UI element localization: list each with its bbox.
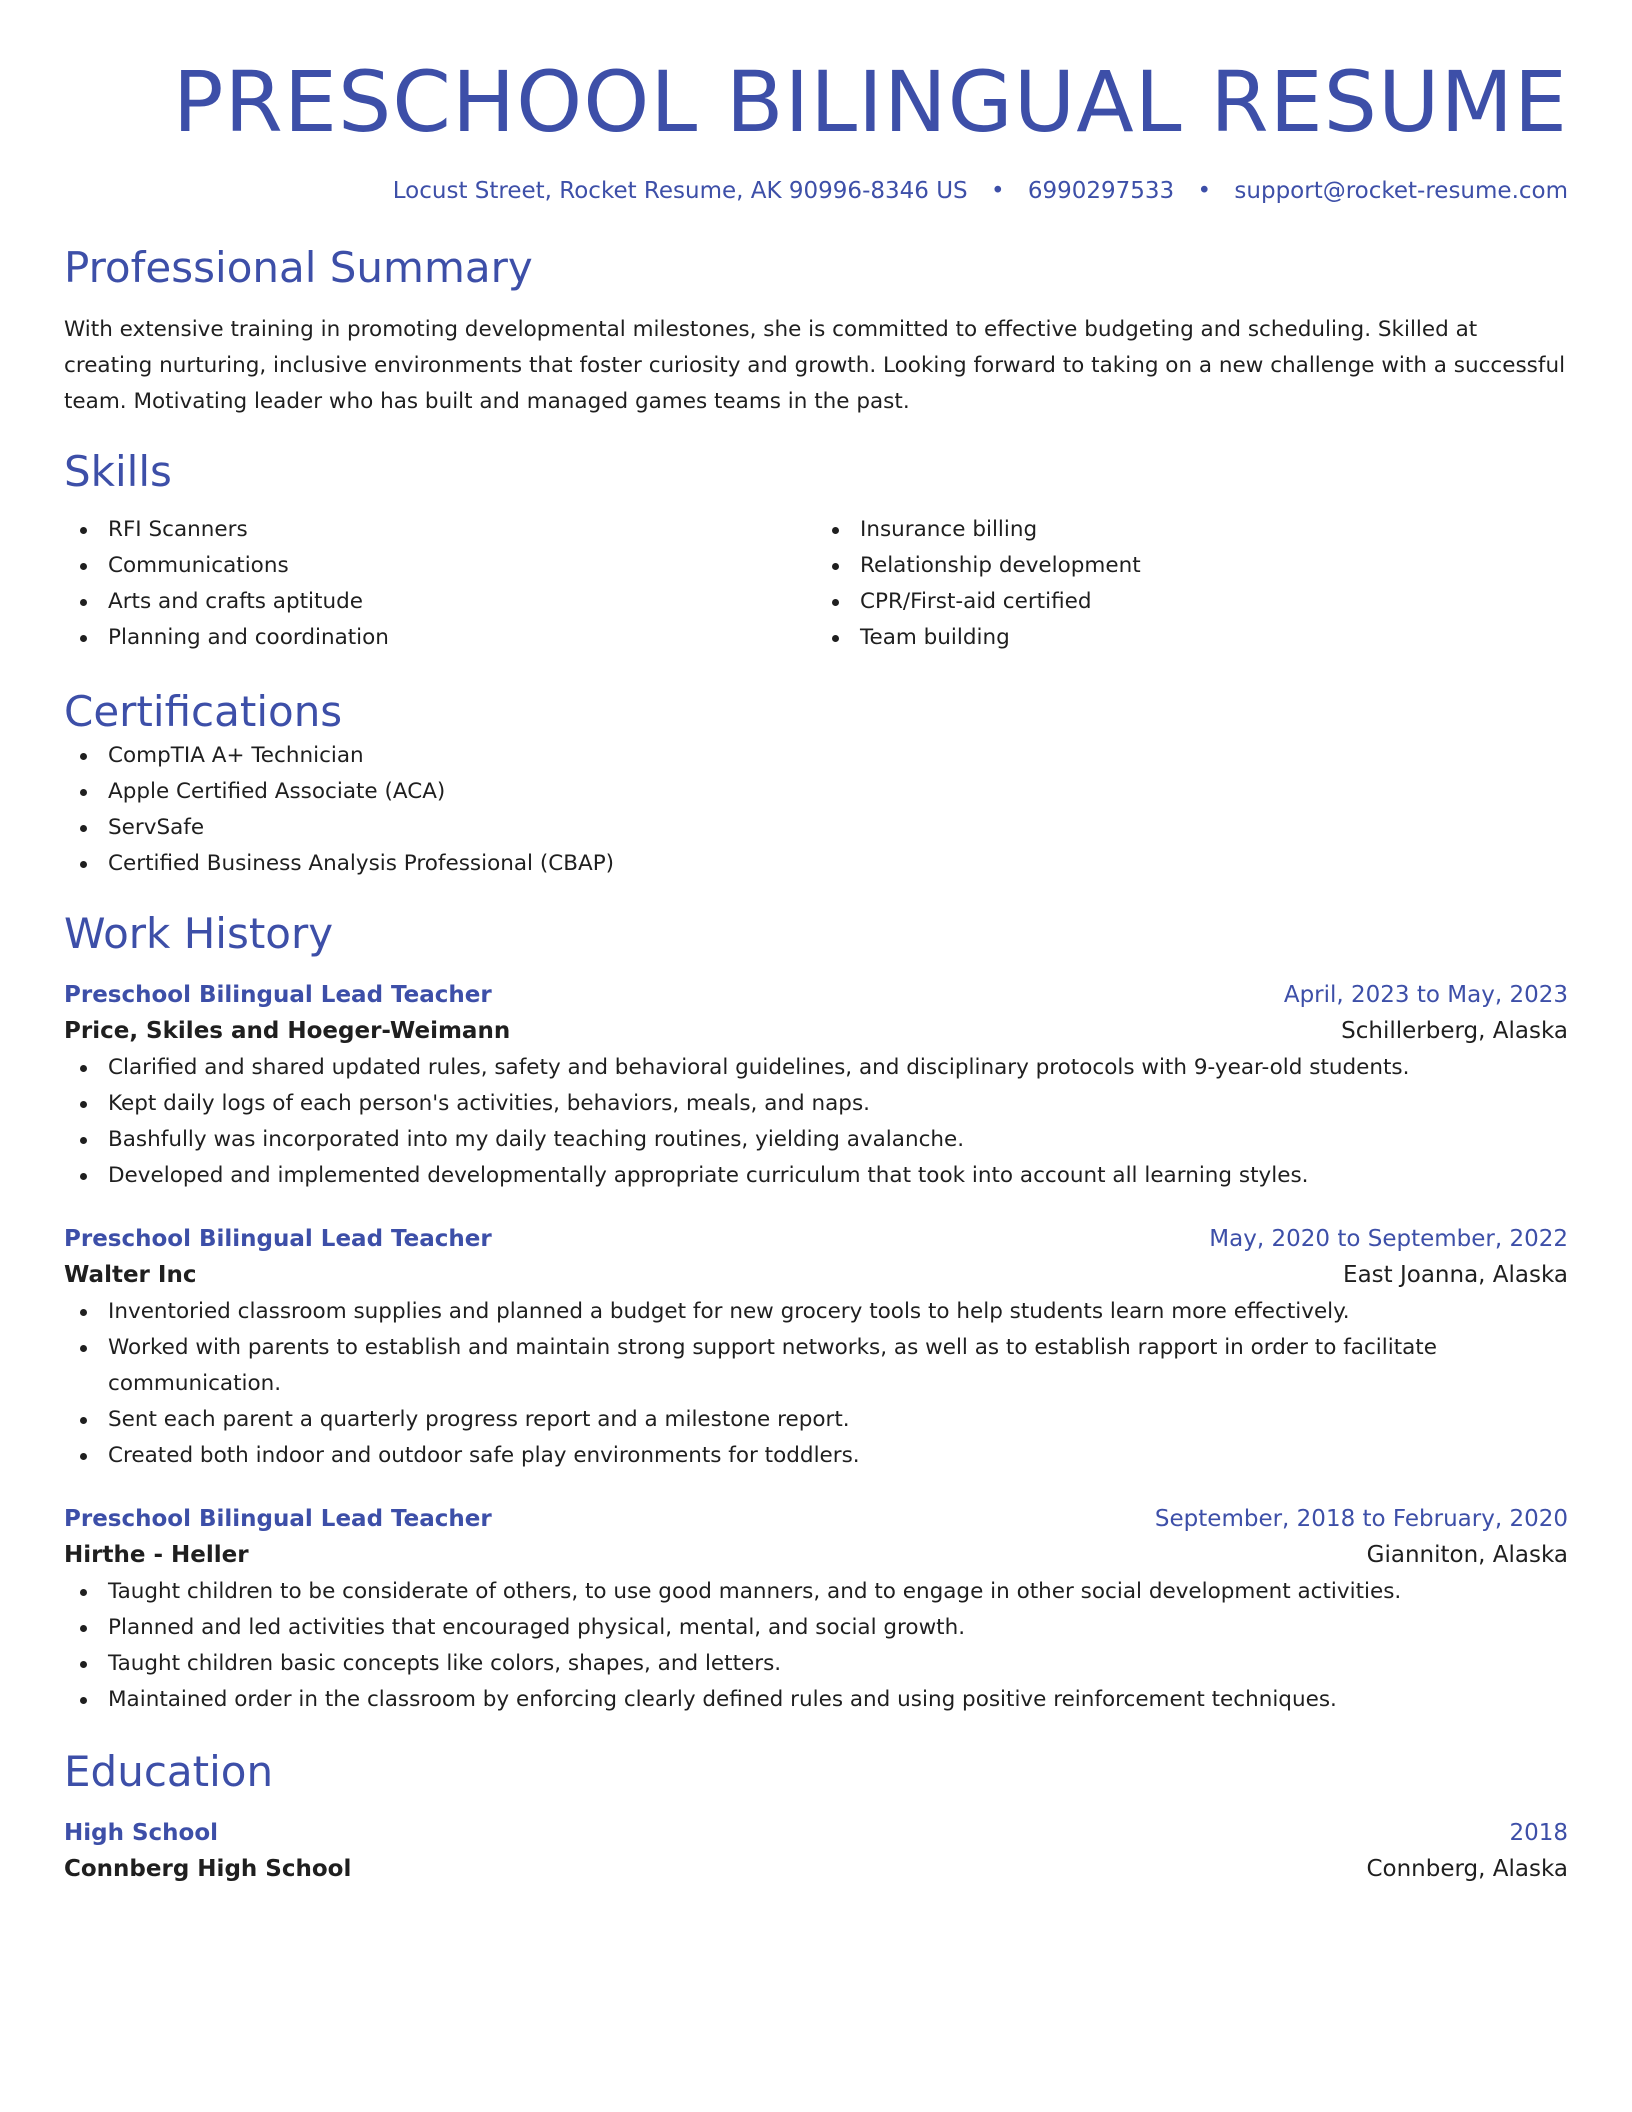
work-history-heading: Work History [64,909,334,958]
job-dates: May, 2020 to September, 2022 [1209,1226,1568,1252]
job-entry [64,1222,1568,1474]
contact-separator: • [990,178,1005,204]
job-location: Schillerberg, Alaska [1341,1018,1568,1044]
skills-heading: Skills [64,447,172,496]
job-title-row [64,1502,1568,1536]
job-employer: Hirthe - Heller [64,1542,249,1568]
job-entry [64,1502,1568,1718]
resume-name: PRESCHOOL BILINGUAL RESUME [172,53,1568,151]
skill-item: CPR/First-aid certified [816,584,1568,620]
certifications-heading: Certifications [64,687,343,736]
certification-item: ServSafe [64,810,1568,846]
skill-item: Insurance billing [816,512,1568,548]
job-bullets [64,1050,1568,1194]
contact-phone: 6990297533 [1027,178,1175,204]
job-entry [64,978,1568,1194]
summary-heading: Professional Summary [64,243,533,292]
job-bullet: Sent each parent a quarterly progress report and a milestone report. [64,1402,1568,1438]
certification-item: Apple Certified Associate (ACA) [64,774,1568,810]
job-employer-row [64,1012,1568,1050]
job-bullets [64,1574,1568,1718]
job-location: Gianniton, Alaska [1366,1542,1568,1568]
summary-text: With extensive training in promoting developmental milestones, she is committed to effective budgeting and scheduling. Skilled at creating nurturing, inclusive environments that foster curiosity and growth. Looking forward to taking on a new challenge with a successful team. Motivating leader who has built and managed games teams in the past. [64,317,1566,414]
education-heading: Education [64,1747,274,1796]
job-employer-row [64,1256,1568,1294]
job-employer: Price, Skiles and Hoeger-Weimann [64,1018,511,1044]
job-title: Preschool Bilingual Lead Teacher [64,982,492,1008]
skills-column-left [64,512,816,656]
job-bullet: Clarified and shared updated rules, safety and behavioral guidelines, and disciplinary protocols with 9-year-old students. [64,1050,1568,1086]
job-dates: April, 2023 to May, 2023 [1283,982,1568,1008]
certification-item: CompTIA A+ Technician [64,738,1568,774]
job-bullet: Worked with parents to establish and maintain strong support networks, as well as to establish rapport in order to facilitate communication. [64,1330,1568,1402]
job-bullet: Maintained order in the classroom by enforcing clearly defined rules and using positive reinforcement techniques. [64,1682,1568,1718]
job-title: Preschool Bilingual Lead Teacher [64,1226,492,1252]
job-bullet: Kept daily logs of each person's activities, behaviors, meals, and naps. [64,1086,1568,1122]
skill-item: Communications [64,548,816,584]
education-year: 2018 [1509,1820,1568,1846]
job-title-row [64,1222,1568,1256]
contact-email: support@rocket-resume.com [1234,178,1568,204]
skill-item: RFI Scanners [64,512,816,548]
education-degree: High School [64,1820,219,1846]
job-bullet: Taught children to be considerate of others, to use good manners, and to engage in other social development activities. [64,1574,1568,1610]
education-location: Connberg, Alaska [1366,1856,1568,1882]
resume-header [64,0,1568,206]
job-bullets [64,1294,1568,1474]
job-dates: September, 2018 to February, 2020 [1154,1506,1568,1532]
job-bullet: Inventoried classroom supplies and planned a budget for new grocery tools to help students learn more effectively. [64,1294,1568,1330]
education-degree-row [64,1816,1568,1850]
education-school-row [64,1850,1568,1888]
job-employer: Walter Inc [64,1262,197,1288]
contact-line [64,176,1568,206]
job-location: East Joanna, Alaska [1343,1262,1568,1288]
job-title-row [64,978,1568,1012]
skill-item: Team building [816,620,1568,656]
education-school: Connberg High School [64,1856,352,1882]
skill-item: Relationship development [816,548,1568,584]
job-title: Preschool Bilingual Lead Teacher [64,1506,492,1532]
job-bullet: Developed and implemented developmentally appropriate curriculum that took into account all learning styles. [64,1158,1568,1194]
job-bullet: Created both indoor and outdoor safe play environments for toddlers. [64,1438,1568,1474]
certification-item: Certified Business Analysis Professional (CBAP) [64,846,1568,882]
certifications-list [64,738,1568,882]
education-entry [64,1816,1568,1888]
contact-address: Locust Street, Rocket Resume, AK 90996-8346 US [392,178,968,204]
job-employer-row [64,1536,1568,1574]
skills-column-right [816,512,1568,656]
job-bullet: Taught children basic concepts like colors, shapes, and letters. [64,1646,1568,1682]
skills-grid [64,512,1568,656]
skill-item: Planning and coordination [64,620,816,656]
job-bullet: Planned and led activities that encouraged physical, mental, and social growth. [64,1610,1568,1646]
job-bullet: Bashfully was incorporated into my daily teaching routines, yielding avalanche. [64,1122,1568,1158]
contact-separator: • [1197,178,1212,204]
skill-item: Arts and crafts aptitude [64,584,816,620]
